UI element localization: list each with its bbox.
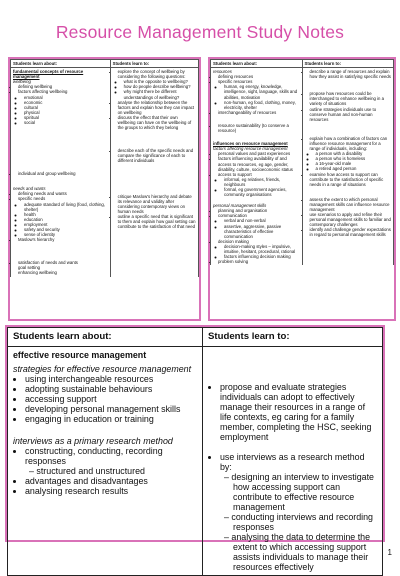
list-item: ◦ cultural bbox=[24, 105, 108, 110]
list-item: • analyse the relationship between the factors and explain how they can impact on wellbeing bbox=[118, 100, 196, 115]
learn-about-cell bbox=[211, 68, 303, 266]
subheading: wellbeing bbox=[13, 79, 31, 85]
header-learn-to: Students learn to: bbox=[203, 328, 383, 347]
list-item: ◦ adequate standard of living (food, clothing, shelter) bbox=[24, 202, 108, 212]
list-item: • describe each of the specific needs and compare the significance of each to different individuals bbox=[118, 148, 196, 163]
subheading: needs and wants bbox=[13, 186, 46, 192]
list-item: • analysing research results bbox=[25, 486, 197, 496]
list-item: • defining needs and wants bbox=[18, 191, 108, 196]
list-item: • developing personal management skills bbox=[25, 404, 197, 414]
list-item: ◦ emotional bbox=[24, 95, 108, 100]
learn-to-cell bbox=[302, 68, 394, 266]
list-item: ◦ human, eg energy, knowledge, intelligence, sight, language, skills and abilities, motivation bbox=[224, 84, 300, 99]
list-item: • discuss the effect that their own wellbeing can have on the wellbeing of the groups to which they belong bbox=[118, 115, 196, 130]
list-item: ◦ verbal and non-verbal bbox=[224, 218, 300, 223]
list-item: ◦ what is the opposite to wellbeing? bbox=[124, 79, 196, 84]
section-heading: effective resource management bbox=[13, 350, 147, 360]
list-item: ◦ factors influencing decision making bbox=[224, 254, 300, 259]
list-item: • planning and organisation bbox=[218, 208, 300, 213]
list-item: ◦ non-human, eg food, clothing, money, electricity, shelter bbox=[224, 100, 300, 110]
learn-to-cell bbox=[110, 68, 198, 277]
list-item: • outline a specific need that is significant to them and explain how goal setting can contribute to the satisfaction of that need bbox=[118, 214, 196, 229]
list-item bbox=[118, 69, 196, 100]
syllabus-table-1 bbox=[10, 59, 199, 277]
list-item: • propose how resources could be interchanged to enhance wellbeing in a variety of situations bbox=[310, 91, 392, 106]
syllabus-table-2 bbox=[210, 59, 394, 265]
list-item: ◦ safety and security bbox=[24, 227, 108, 232]
list-item: ◦ health bbox=[24, 212, 108, 217]
list-item: • personal values and past experiences bbox=[218, 151, 300, 156]
list-item: • Maslow's hierarchy bbox=[18, 237, 108, 242]
list-item: • defining resources bbox=[218, 74, 300, 79]
list-item: ◦ assertive, aggressive, passive characteristics of effective communication bbox=[224, 224, 300, 239]
header-learn-about: Students learn about: bbox=[8, 328, 203, 347]
list-item: ◦ how do people describe wellbeing? bbox=[124, 84, 196, 89]
list-item: • outline strategies individuals use to conserve human and non-human resources bbox=[310, 107, 392, 122]
list-item: • propose and evaluate strategies individuals can adopt to effectively manage their resources in a range of life contexts, eg caring for a family member, completing the HSC, seeking employment bbox=[220, 382, 377, 442]
thumbnail-page-2 bbox=[208, 57, 396, 321]
syllabus-table-3 bbox=[7, 327, 383, 576]
list-item: • problem solving bbox=[218, 259, 300, 264]
list-item: ◦ sense of identity bbox=[24, 232, 108, 237]
subheading: factors affecting resource management bbox=[213, 146, 288, 152]
list-item-text: explain how a combination of factors can influence resource management for a range of individuals, including: bbox=[309, 135, 388, 152]
list-item-text: use interviews as a research method by: bbox=[220, 452, 365, 472]
list-item: • accessing support bbox=[25, 394, 197, 404]
list-item: ◦ why might there be different understandings of wellbeing? bbox=[124, 89, 196, 99]
list-item-text: factors affecting wellbeing bbox=[18, 89, 68, 95]
list-item: ◦ formal, eg government agencies, community organisations bbox=[224, 187, 300, 197]
list-item: – designing an interview to investigate how accessing support can contribute to effective resource management bbox=[233, 472, 377, 512]
list-item: – conducting interviews and recording responses bbox=[233, 512, 377, 532]
list-item: • interchangeability of resources bbox=[218, 110, 300, 115]
subheading: personal management skills bbox=[213, 203, 267, 209]
list-item-text: enhancing wellbeing bbox=[18, 270, 57, 276]
list-item: • use scenarios to apply and refine their personal management skills to familiar and contemporary challenges bbox=[310, 212, 392, 227]
list-item: ◦ a 16-year-old male bbox=[316, 161, 392, 166]
list-item: • describe a range of resources and explain how they assist in satisfying specific needs bbox=[310, 69, 392, 79]
list-item: • using interchangeable resources bbox=[25, 374, 197, 384]
header-learn-to: Students learn to: bbox=[110, 60, 198, 68]
list-item: ◦ employment bbox=[24, 222, 108, 227]
list-item: • individual and group wellbeing bbox=[18, 171, 108, 176]
list-item: ◦ a retired aged person bbox=[316, 166, 392, 171]
learn-to-cell bbox=[203, 347, 383, 576]
section-heading: influences on resource management bbox=[213, 141, 288, 147]
list-item bbox=[310, 136, 392, 172]
list-item-text: communication bbox=[218, 213, 247, 219]
page-number: 1 bbox=[387, 548, 392, 557]
list-item: • defining wellbeing bbox=[18, 84, 108, 89]
list-item bbox=[218, 172, 300, 197]
subheading: interviews as a primary research method bbox=[13, 436, 173, 446]
list-item: ◦ a person with a disability bbox=[316, 151, 392, 156]
list-item: ◦ education bbox=[24, 217, 108, 222]
list-item-text: access to support bbox=[218, 171, 252, 177]
list-item-text: explore the concept of wellbeing by considering the following questions: bbox=[117, 69, 186, 80]
page-3-excerpt bbox=[5, 325, 385, 572]
list-item bbox=[218, 239, 300, 259]
list-item-text: constructing, conducting, recording responses bbox=[25, 446, 163, 466]
header-learn-to: Students learn to: bbox=[302, 60, 394, 68]
list-item: ◦ spiritual bbox=[24, 115, 108, 120]
list-item: • factors influencing availability of and access to resources, eg age, gender, disability, culture, socioeconomic status bbox=[218, 156, 300, 171]
learn-about-cell bbox=[11, 68, 111, 277]
list-item: ◦ decision-making styles – impulsive, intuitive, hesitant, procedural, rational bbox=[224, 244, 300, 254]
section-heading: fundamental concepts of resource management bbox=[13, 69, 84, 80]
list-item bbox=[220, 452, 377, 572]
list-item: ◦ a person who is homeless bbox=[316, 156, 392, 161]
list-item bbox=[218, 79, 300, 110]
page-title: Resource Management Study Notes bbox=[55, 22, 345, 42]
list-item-text: decision making bbox=[218, 238, 249, 244]
subheading: strategies for effective resource management bbox=[13, 364, 192, 374]
thumbnail-page-1 bbox=[8, 57, 201, 321]
list-item: ◦ informal, eg relatives, friends, neighbours bbox=[224, 177, 300, 187]
list-item bbox=[18, 196, 108, 237]
header-learn-about: Students learn about: bbox=[11, 60, 111, 68]
list-item bbox=[25, 446, 197, 476]
list-item: ◦ economic bbox=[24, 100, 108, 105]
list-item: • identify and challenge gender expectations in regard to personal management skills bbox=[310, 227, 392, 237]
list-item-text: specific needs bbox=[18, 196, 46, 202]
list-item-text: specific resources bbox=[218, 79, 253, 85]
learn-about-cell bbox=[8, 347, 203, 576]
list-item: • adopting sustainable behaviours bbox=[25, 384, 197, 394]
list-item: ◦ physical bbox=[24, 110, 108, 115]
list-item: • critique Maslow's hierarchy and debate its relevance and validity after considering contemporary views on human needs bbox=[118, 194, 196, 214]
list-item: • assess the extent to which personal management skills can influence resource management bbox=[310, 197, 392, 212]
header-learn-about: Students learn about: bbox=[211, 60, 303, 68]
subheading: resources bbox=[213, 69, 232, 75]
list-item bbox=[218, 213, 300, 238]
list-item bbox=[18, 260, 108, 275]
list-item: • examine how access to support can contribute to the satisfaction of specific needs in a range of situations bbox=[310, 172, 392, 187]
list-item: • resource sustainability (to conserve a resource) bbox=[218, 123, 300, 133]
list-item: • engaging in education or training bbox=[25, 414, 197, 424]
list-item: – analysing the data to determine the extent to which accessing support assists individuals to manage their resources effectively bbox=[233, 532, 377, 572]
list-item: ◦ social bbox=[24, 120, 108, 125]
list-item: – structured and unstructured bbox=[38, 466, 197, 476]
list-item-text: satisfaction of needs and wants bbox=[18, 260, 78, 266]
list-item: • advantages and disadvantages bbox=[25, 476, 197, 486]
list-item bbox=[18, 89, 108, 125]
list-item-text: goal setting bbox=[18, 265, 40, 271]
